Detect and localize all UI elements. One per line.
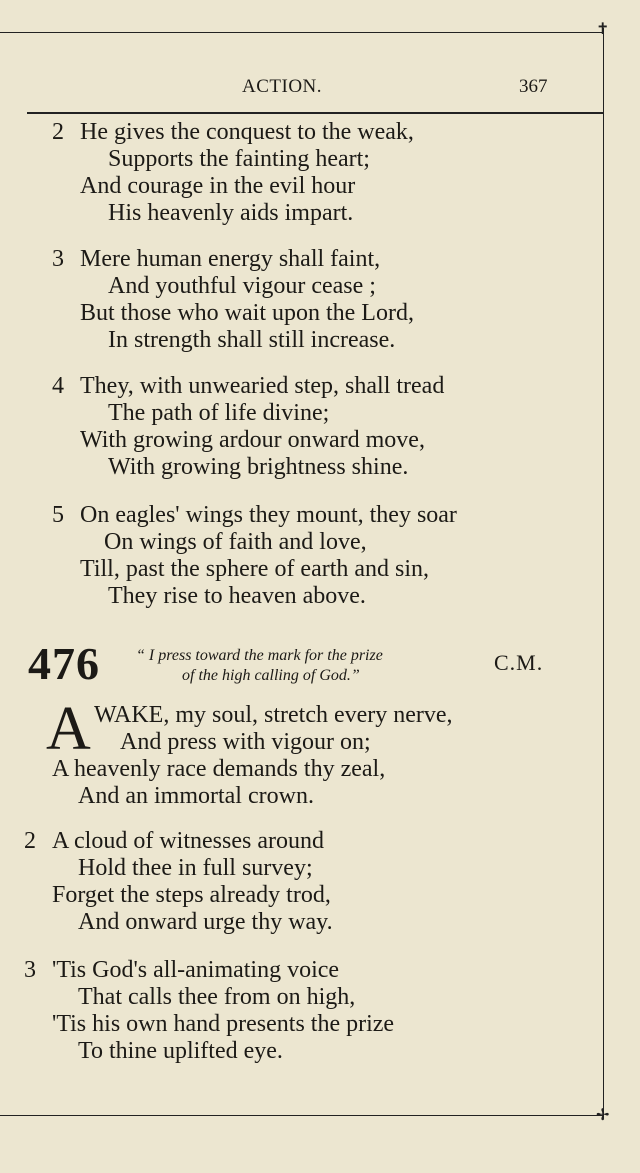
verse-line: And press with vigour on; [120,729,371,755]
right-border-rule [603,28,604,1118]
stanza-number: 5 [52,502,64,528]
hymn-number: 476 [28,638,100,689]
top-border-rule [0,32,604,33]
stanza-number: 2 [52,119,64,145]
verse-line: In strength shall still increase. [108,327,396,353]
crop-mark-icon: ✢ [596,1107,610,1124]
verse-line: A heavenly race demands thy zeal, [52,756,386,782]
verse-line: They, with unwearied step, shall tread [80,373,445,399]
verse-line: They rise to heaven above. [108,583,366,609]
verse-line: WAKE, my soul, stretch every nerve, [94,702,453,728]
verse-line: But those who wait upon the Lord, [80,300,414,326]
verse-line: The path of life divine; [108,400,330,426]
verse-line: He gives the conquest to the weak, [80,119,414,145]
verse-line: A cloud of witnesses around [52,828,324,854]
page-header [0,76,604,106]
verse-line: And onward urge thy way. [78,909,333,935]
verse-line: And an immortal crown. [78,783,314,809]
verse-line: And youthful vigour cease ; [108,273,376,299]
verse-line: With growing brightness shine. [108,454,409,480]
verse-line: 'Tis God's all-animating voice [52,957,340,983]
stanza-number: 2 [24,828,36,854]
bottom-border-rule [0,1115,604,1116]
verse-line: And courage in the evil hour [80,173,356,199]
verse-line: That calls thee from on high, [78,984,356,1010]
verse-line: 'Tis his own hand presents the prize [52,1011,395,1037]
header-rule [27,112,604,114]
stanza-number: 3 [52,246,64,272]
verse-line: Till, past the sphere of earth and sin, [80,556,430,582]
verse-line: On eagles' wings they mount, they soar [80,502,457,528]
epigraph-line: “ I press toward the mark for the prize [136,647,383,664]
epigraph-line: of the high calling of God.” [182,667,360,684]
verse-line: With growing ardour onward move, [80,427,425,453]
verse-line: Supports the fainting heart; [108,146,370,172]
drop-cap: A [46,695,91,763]
verse-line: To thine uplifted eye. [78,1038,283,1064]
verse-line: His heavenly aids impart. [108,200,354,226]
stanza-number: 4 [52,373,64,399]
running-title: ACTION. [242,76,323,97]
page-number: 367 [519,76,548,97]
verse-line: Mere human energy shall faint, [80,246,381,272]
hymn-meter: C.M. [494,650,544,675]
stanza-number: 3 [24,957,36,983]
verse-line: On wings of faith and love, [104,529,367,555]
verse-line: Forget the steps already trod, [52,882,331,908]
crop-mark-icon: ✝ [596,21,610,38]
verse-line: Hold thee in full survey; [78,855,313,881]
